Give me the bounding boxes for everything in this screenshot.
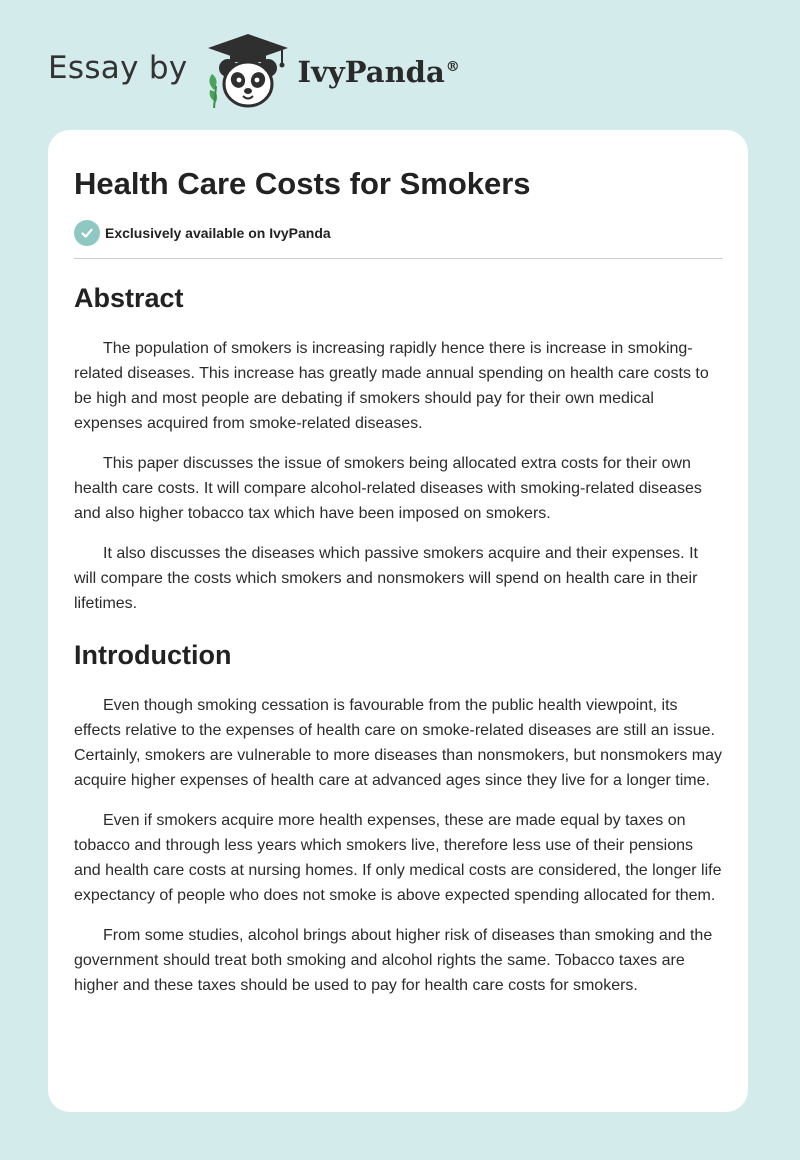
check-icon: [74, 220, 100, 246]
panda-logo-icon: [202, 30, 294, 110]
essay-title: Health Care Costs for Smokers: [74, 166, 531, 201]
paragraph: Even if smokers acquire more health expenses, these are made equal by taxes on tobacco and through less years which smokers live, therefore less use of their pensions and health care costs at nursing homes. If only medical costs are considered, the longer life expectancy of people who does not smoke is above expected spending allocated for them.: [74, 812, 722, 904]
badge-text: Exclusively available on IvyPanda: [105, 225, 331, 241]
exclusive-badge: [74, 220, 724, 246]
paragraph: Even though smoking cessation is favourable from the public health viewpoint, its effects relative to the expenses of health care on smoke-related diseases are still an issue. Certainly, smokers are vulnerable to more diseases than nonsmokers, but nonsmokers may acquire higher expenses of health care at advanced ages since they live for a longer time.: [74, 697, 722, 789]
section-heading-introduction: Introduction: [74, 640, 232, 670]
brand-prefix: Essay by: [48, 50, 188, 86]
paragraph: From some studies, alcohol brings about higher risk of diseases than smoking and the government should treat both smoking and alcohol rights the same. Tobacco taxes are higher and these taxes should be used to pay for health care costs for smokers.: [74, 927, 713, 994]
site-header-logo[interactable]: [48, 30, 460, 110]
paragraph: The population of smokers is increasing rapidly hence there is increase in smoking-related diseases. This increase has greatly made annual spending on health care costs to be high and most people are debating if smokers should pay for their own medical expenses acquired from smoke-related diseases.: [74, 340, 709, 432]
section-heading-abstract: Abstract: [74, 283, 184, 313]
paragraph: This paper discusses the issue of smokers being allocated extra costs for their own health care costs. It will compare alcohol-related diseases with smoking-related diseases and also higher tobacco tax which have been imposed on smokers.: [74, 455, 702, 522]
essay-card: [48, 130, 748, 1112]
paragraph: It also discusses the diseases which passive smokers acquire and their expenses. It will compare the costs which smokers and nonsmokers will spend on health care in their lifetimes.: [74, 545, 698, 612]
divider: [74, 258, 723, 259]
brand-name: IvyPanda®: [297, 55, 460, 89]
